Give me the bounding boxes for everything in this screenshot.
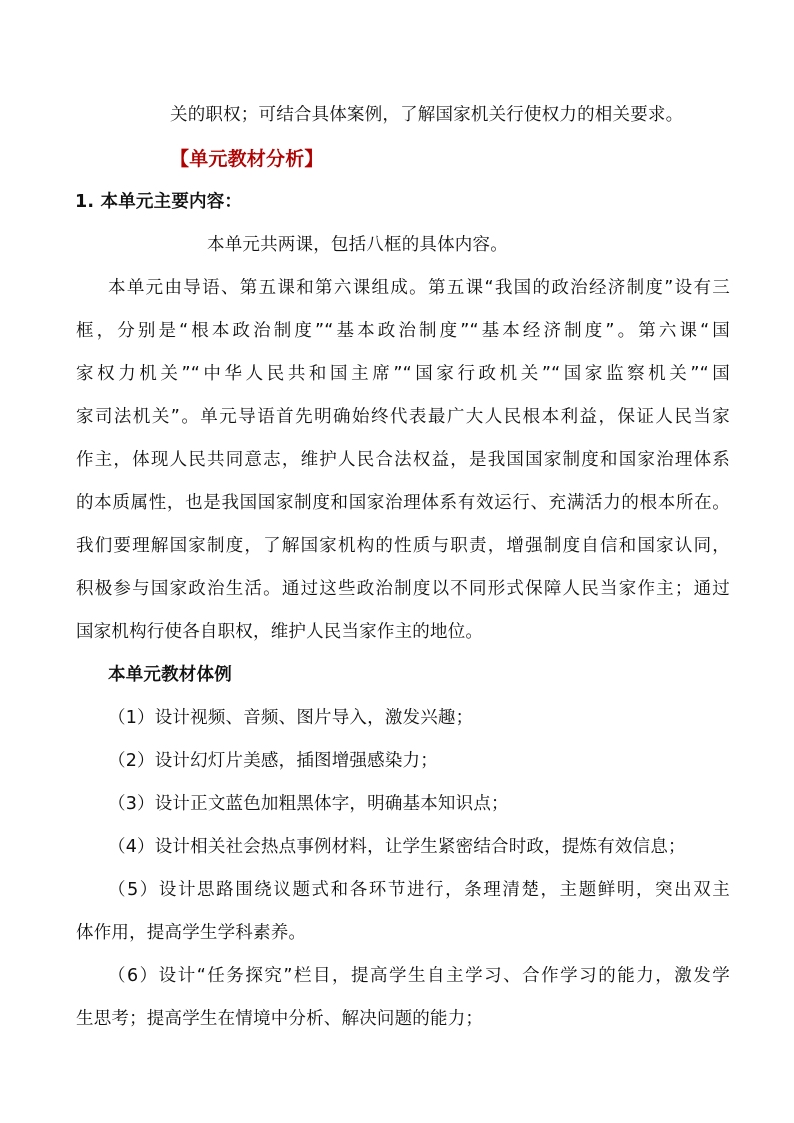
paragraph-line: 框，分别是“根本政治制度”“基本政治制度”“基本经济制度”。第六课“国 <box>76 321 730 341</box>
paragraph-line: 我们要理解国家制度，了解国家机构的性质与职责，增强制度自信和国家认同， <box>76 536 730 556</box>
paragraph-line: 家权力机关”“中华人民共和国主席”“国家行政机关”“国家监察机关”“国 <box>76 364 730 384</box>
intro-line: 关的职权；可结合具体案例，了解国家机关行使权力的相关要求。 <box>170 105 684 125</box>
list-item: （3）设计正文蓝色加粗黑体字，明确基本知识点； <box>108 794 509 814</box>
paragraph-line: 家司法机关”。单元导语首先明确始终代表最广大人民根本利益，保证人民当家 <box>76 407 730 427</box>
list-item-continuation: 体作用，提高学生学科素养。 <box>76 923 307 943</box>
list-item: （6）设计“任务探究”栏目，提高学生自主学习、合作学习的能力，激发学 <box>108 966 730 986</box>
list-item: （4）设计相关社会热点事例材料，让学生紧密结合时政，提炼有效信息； <box>108 837 686 857</box>
list-item: （1）设计视频、音频、图片导入，激发兴趣； <box>108 708 474 728</box>
list-item: （5）设计思路围绕议题式和各环节进行，条理清楚，主题鲜明，突出双主 <box>108 880 730 900</box>
paragraph-line: 国家机构行使各自职权，维护人民当家作主的地位。 <box>76 622 484 642</box>
paragraph-line: 的本质属性，也是我国国家制度和国家治理体系有效运行、充满活力的根本所在。 <box>76 493 730 513</box>
subheading-textbook-format: 本单元教材体例 <box>108 665 232 685</box>
subheading-main-content: 1. 本单元主要内容： <box>75 192 243 212</box>
list-item: （2）设计幻灯片美感，插图增强感染力； <box>108 751 438 771</box>
summary-line: 本单元共两课，包括八框的具体内容。 <box>207 235 508 255</box>
list-item-continuation: 生思考；提高学生在情境中分析、解决问题的能力； <box>76 1009 484 1029</box>
paragraph-line: 本单元由导语、第五课和第六课组成。第五课“我国的政治经济制度”设有三 <box>108 278 730 298</box>
section-heading: 【单元教材分析】 <box>170 148 324 170</box>
paragraph-line: 作主，体现人民共同意志，维护人民合法权益，是我国国家制度和国家治理体系 <box>76 450 730 470</box>
paragraph-line: 积极参与国家政治生活。通过这些政治制度以不同形式保障人民当家作主；通过 <box>76 579 730 599</box>
